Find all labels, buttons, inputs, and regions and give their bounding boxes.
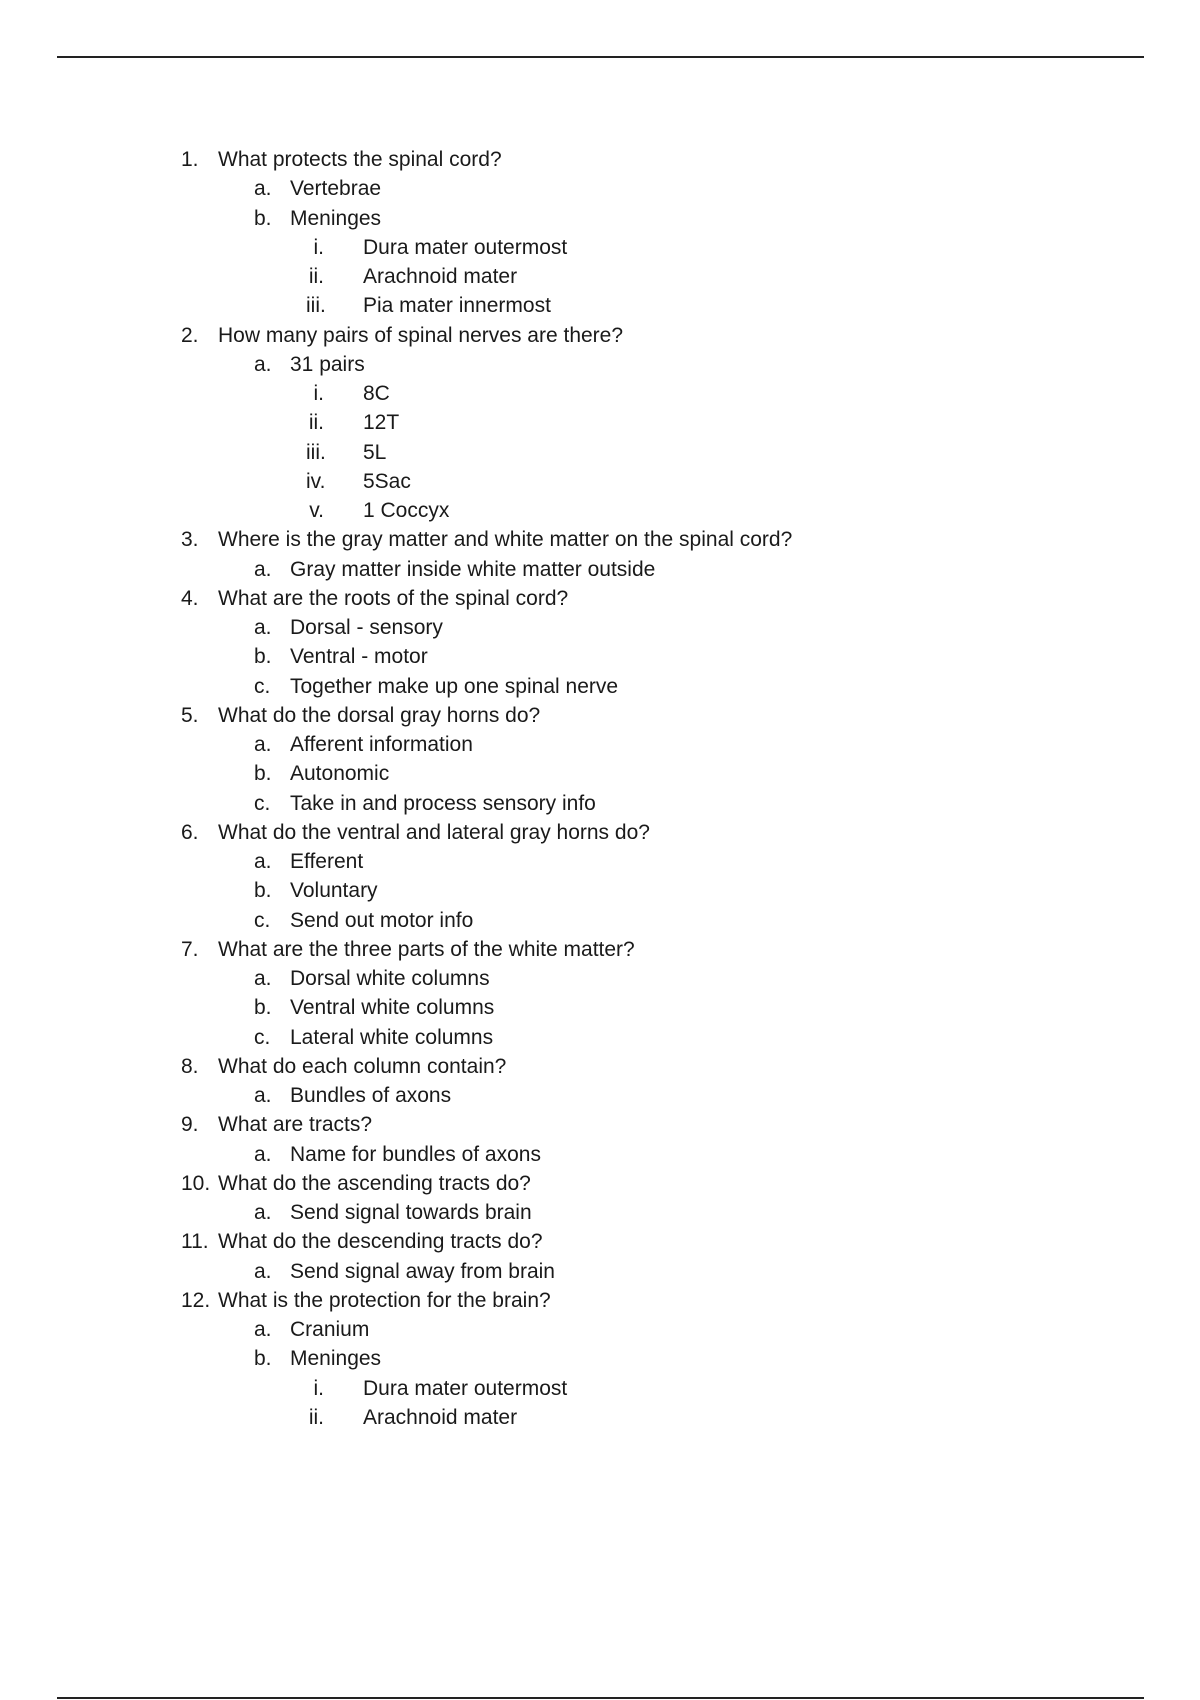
answer-item bbox=[0, 642, 1200, 671]
answer-item bbox=[0, 350, 1200, 379]
answer-item bbox=[0, 759, 1200, 788]
answer-letter: a. bbox=[254, 850, 272, 873]
question-item bbox=[0, 1227, 1200, 1256]
answer-letter: b. bbox=[254, 996, 272, 1020]
detail-numeral: iii. bbox=[306, 294, 326, 318]
answer-letter: b. bbox=[254, 879, 272, 903]
answer-item bbox=[0, 730, 1200, 759]
answer-text: Afferent information bbox=[290, 733, 473, 756]
detail-item bbox=[0, 1403, 1200, 1432]
question-text: Where is the gray matter and white matter on the spinal cord? bbox=[218, 528, 793, 552]
question-text: How many pairs of spinal nerves are there? bbox=[218, 323, 624, 347]
answer-item bbox=[0, 1315, 1200, 1344]
answer-text: Cranium bbox=[290, 1318, 370, 1341]
detail-text: Dura mater outermost bbox=[363, 1376, 568, 1400]
question-number: 10. bbox=[181, 1171, 211, 1195]
detail-item bbox=[0, 291, 1200, 320]
answer-item bbox=[0, 1140, 1200, 1169]
question-number: 9. bbox=[181, 1113, 199, 1137]
answer-text: Vertebrae bbox=[290, 177, 382, 201]
answer-text: 31 pairs bbox=[290, 352, 365, 376]
detail-numeral: iii. bbox=[306, 440, 326, 464]
question-item bbox=[0, 145, 1200, 174]
question-text: What do the descending tracts do? bbox=[218, 1230, 543, 1254]
answer-text: Bundles of axons bbox=[290, 1084, 452, 1107]
detail-text: Dura mater outermost bbox=[363, 235, 568, 259]
answer-text: Send out motor info bbox=[290, 908, 474, 932]
detail-numeral: i. bbox=[313, 235, 324, 259]
question-number: 5. bbox=[181, 703, 199, 727]
answer-letter: a. bbox=[254, 616, 272, 639]
question-text: What is the protection for the brain? bbox=[218, 1288, 551, 1312]
detail-text: Arachnoid mater bbox=[363, 265, 518, 288]
question-item bbox=[0, 935, 1200, 964]
answer-text: Name for bundles of axons bbox=[290, 1142, 541, 1166]
answer-letter: c. bbox=[254, 1025, 271, 1049]
detail-item bbox=[0, 379, 1200, 408]
question-text: What do the ascending tracts do? bbox=[218, 1171, 531, 1195]
answer-text: Together make up one spinal nerve bbox=[290, 674, 619, 698]
answer-letter: c. bbox=[254, 674, 271, 698]
question-number: 2. bbox=[181, 323, 199, 347]
answer-text: Send signal away from brain bbox=[290, 1259, 555, 1283]
answer-letter: a. bbox=[254, 1259, 272, 1283]
answer-text: Gray matter inside white matter outside bbox=[290, 557, 656, 581]
answer-text: Autonomic bbox=[290, 762, 390, 786]
answer-letter: b. bbox=[254, 645, 272, 669]
question-number: 3. bbox=[181, 528, 199, 552]
answer-item bbox=[0, 993, 1200, 1022]
answer-letter: a. bbox=[254, 1142, 272, 1166]
answer-letter: a. bbox=[254, 1084, 272, 1107]
answer-letter: c. bbox=[254, 908, 271, 932]
question-item bbox=[0, 525, 1200, 554]
detail-numeral: i. bbox=[313, 382, 324, 405]
answer-letter: b. bbox=[254, 1347, 272, 1371]
answer-letter: a. bbox=[254, 1201, 272, 1224]
answer-item bbox=[0, 204, 1200, 233]
top-rule bbox=[57, 56, 1144, 58]
answer-item bbox=[0, 847, 1200, 876]
answer-letter: a. bbox=[254, 352, 272, 376]
question-number: 11. bbox=[181, 1230, 209, 1254]
answer-text: Send signal towards brain bbox=[290, 1201, 532, 1224]
detail-item bbox=[0, 1374, 1200, 1403]
question-text: What are the roots of the spinal cord? bbox=[218, 586, 569, 610]
answer-item bbox=[0, 1198, 1200, 1227]
answer-text: Take in and process sensory info bbox=[290, 791, 596, 815]
question-item bbox=[0, 1052, 1200, 1081]
answer-item bbox=[0, 555, 1200, 584]
answer-text: Efferent bbox=[290, 850, 364, 873]
detail-item bbox=[0, 438, 1200, 467]
answer-letter: a. bbox=[254, 967, 272, 990]
answer-item bbox=[0, 876, 1200, 905]
question-item bbox=[0, 1286, 1200, 1315]
answer-item bbox=[0, 1257, 1200, 1286]
detail-text: 5L bbox=[363, 440, 387, 464]
answer-text: Meninges bbox=[290, 1347, 382, 1371]
detail-item bbox=[0, 408, 1200, 437]
answer-text: Dorsal - sensory bbox=[290, 616, 443, 639]
detail-item bbox=[0, 496, 1200, 525]
answer-text: Ventral white columns bbox=[290, 996, 495, 1020]
question-item bbox=[0, 584, 1200, 613]
question-number: 12. bbox=[181, 1288, 211, 1312]
answer-letter: a. bbox=[254, 733, 272, 756]
bottom-rule bbox=[57, 1697, 1144, 1699]
answer-item bbox=[0, 174, 1200, 203]
question-outline bbox=[0, 145, 1200, 1432]
detail-numeral: ii. bbox=[308, 411, 324, 435]
answer-item bbox=[0, 789, 1200, 818]
detail-text: 5Sac bbox=[363, 469, 411, 493]
detail-text: Pia mater innermost bbox=[363, 294, 551, 318]
detail-text: Arachnoid mater bbox=[363, 1405, 518, 1429]
question-text: What are tracts? bbox=[218, 1113, 373, 1137]
question-item bbox=[0, 818, 1200, 847]
answer-item bbox=[0, 613, 1200, 642]
detail-item bbox=[0, 262, 1200, 291]
question-text: What do the ventral and lateral gray horns do? bbox=[218, 820, 650, 844]
question-item bbox=[0, 1110, 1200, 1139]
answer-item bbox=[0, 1344, 1200, 1373]
detail-numeral: ii. bbox=[308, 1405, 324, 1429]
question-item bbox=[0, 321, 1200, 350]
question-number: 7. bbox=[181, 937, 199, 961]
answer-letter: c. bbox=[254, 791, 271, 815]
detail-text: 12T bbox=[363, 411, 400, 435]
answer-text: Voluntary bbox=[290, 879, 378, 903]
detail-text: 8C bbox=[363, 382, 390, 405]
answer-text: Meninges bbox=[290, 206, 382, 230]
question-text: What do each column contain? bbox=[218, 1054, 507, 1078]
question-text: What are the three parts of the white matter? bbox=[218, 937, 635, 961]
question-text: What do the dorsal gray horns do? bbox=[218, 703, 541, 727]
answer-item bbox=[0, 672, 1200, 701]
answer-letter: b. bbox=[254, 206, 272, 230]
question-item bbox=[0, 1169, 1200, 1198]
detail-item bbox=[0, 233, 1200, 262]
question-number: 4. bbox=[181, 586, 199, 610]
question-number: 1. bbox=[181, 148, 199, 171]
detail-numeral: iv. bbox=[306, 469, 326, 493]
answer-item bbox=[0, 906, 1200, 935]
answer-letter: a. bbox=[254, 557, 272, 581]
answer-item bbox=[0, 964, 1200, 993]
detail-numeral: ii. bbox=[308, 265, 324, 288]
answer-text: Ventral - motor bbox=[290, 645, 428, 669]
question-item bbox=[0, 701, 1200, 730]
answer-letter: a. bbox=[254, 1318, 272, 1341]
answer-item bbox=[0, 1081, 1200, 1110]
detail-numeral: v. bbox=[309, 499, 324, 522]
answer-text: Dorsal white columns bbox=[290, 967, 490, 990]
detail-text: 1 Coccyx bbox=[363, 499, 450, 522]
answer-item bbox=[0, 1023, 1200, 1052]
question-text: What protects the spinal cord? bbox=[218, 148, 502, 171]
detail-item bbox=[0, 467, 1200, 496]
question-number: 8. bbox=[181, 1054, 199, 1078]
answer-letter: b. bbox=[254, 762, 272, 786]
answer-text: Lateral white columns bbox=[290, 1025, 494, 1049]
question-number: 6. bbox=[181, 820, 199, 844]
answer-letter: a. bbox=[254, 177, 272, 201]
detail-numeral: i. bbox=[313, 1376, 324, 1400]
